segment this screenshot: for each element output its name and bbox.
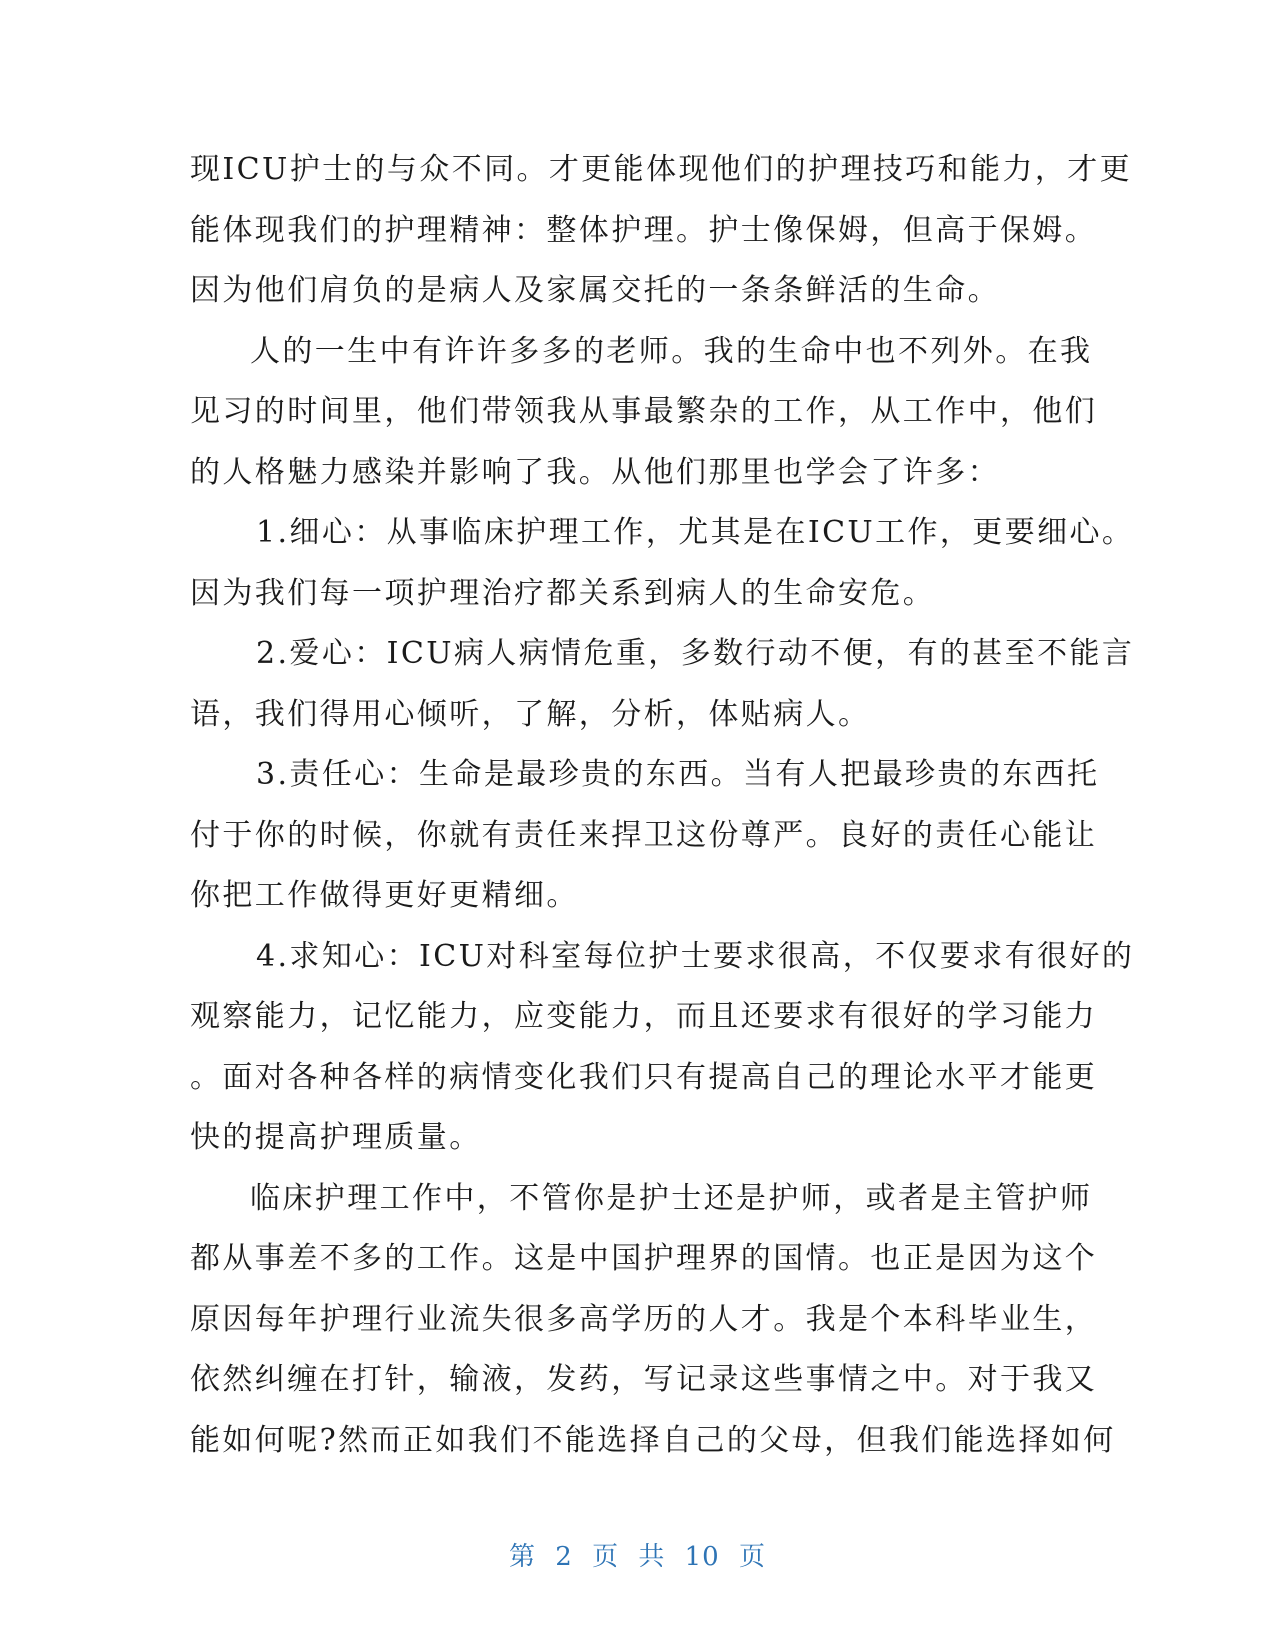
text-line: 因为我们每一项护理治疗都关系到病人的生命安危。 [190,575,936,611]
text-line: 的人格魅力感染并影响了我。从他们那里也学会了许多： [190,454,1000,490]
text-line: 4.求知心：ICU对科室每位护士要求很高，不仅要求有很好的 [256,938,1135,974]
text-line: 人的一生中有许许多多的老师。我的生命中也不列外。在我 [250,333,1093,369]
text-line: 1.细心：从事临床护理工作，尤其是在ICU工作，更要细心。 [256,515,1135,550]
text-line: 付于你的时候，你就有责任来捍卫这份尊严。良好的责任心能让 [190,817,1098,853]
text-line: 都从事差不多的工作。这是中国护理界的国情。也正是因为这个 [190,1241,1098,1276]
document-body [190,140,1135,1471]
text-line: 依然纠缠在打针，输液，发药，写记录这些事情之中。对于我又 [190,1362,1098,1397]
text-line: 见习的时间里，他们带领我从事最繁杂的工作，从工作中，他们 [190,394,1098,429]
text-line: 现ICU护士的与众不同。才更能体现他们的护理技巧和能力，才更 [190,152,1133,187]
page-number-footer: 第 2 页 共 10 页 [509,1542,766,1572]
text-line: 2.爱心：ICU病人病情危重，多数行动不便，有的甚至不能言 [256,636,1135,671]
text-line: 能如何呢?然而正如我们不能选择自己的父母，但我们能选择如何 [190,1422,1116,1458]
text-line: 观察能力，记忆能力，应变能力，而且还要求有很好的学习能力 [190,999,1098,1034]
text-line: 你把工作做得更好更精细。 [190,878,579,913]
text-line: 原因每年护理行业流失很多高学历的人才。我是个本科毕业生， [190,1301,1098,1337]
text-line: 临床护理工作中，不管你是护士还是护师，或者是主管护师 [250,1180,1093,1216]
text-line: 快的提高护理质量。 [190,1120,482,1155]
text-line: 语，我们得用心倾听，了解，分析，体贴病人。 [190,696,871,732]
text-line: 因为他们肩负的是病人及家属交托的一条条鲜活的生命。 [190,273,1000,308]
text-line: 能体现我们的护理精神：整体护理。护士像保姆，但高于保姆。 [190,212,1098,248]
text-line: 。面对各种各样的病情变化我们只有提高自己的理论水平才能更 [190,1059,1098,1095]
text-line: 3.责任心：生命是最珍贵的东西。当有人把最珍贵的东西托 [256,757,1100,792]
